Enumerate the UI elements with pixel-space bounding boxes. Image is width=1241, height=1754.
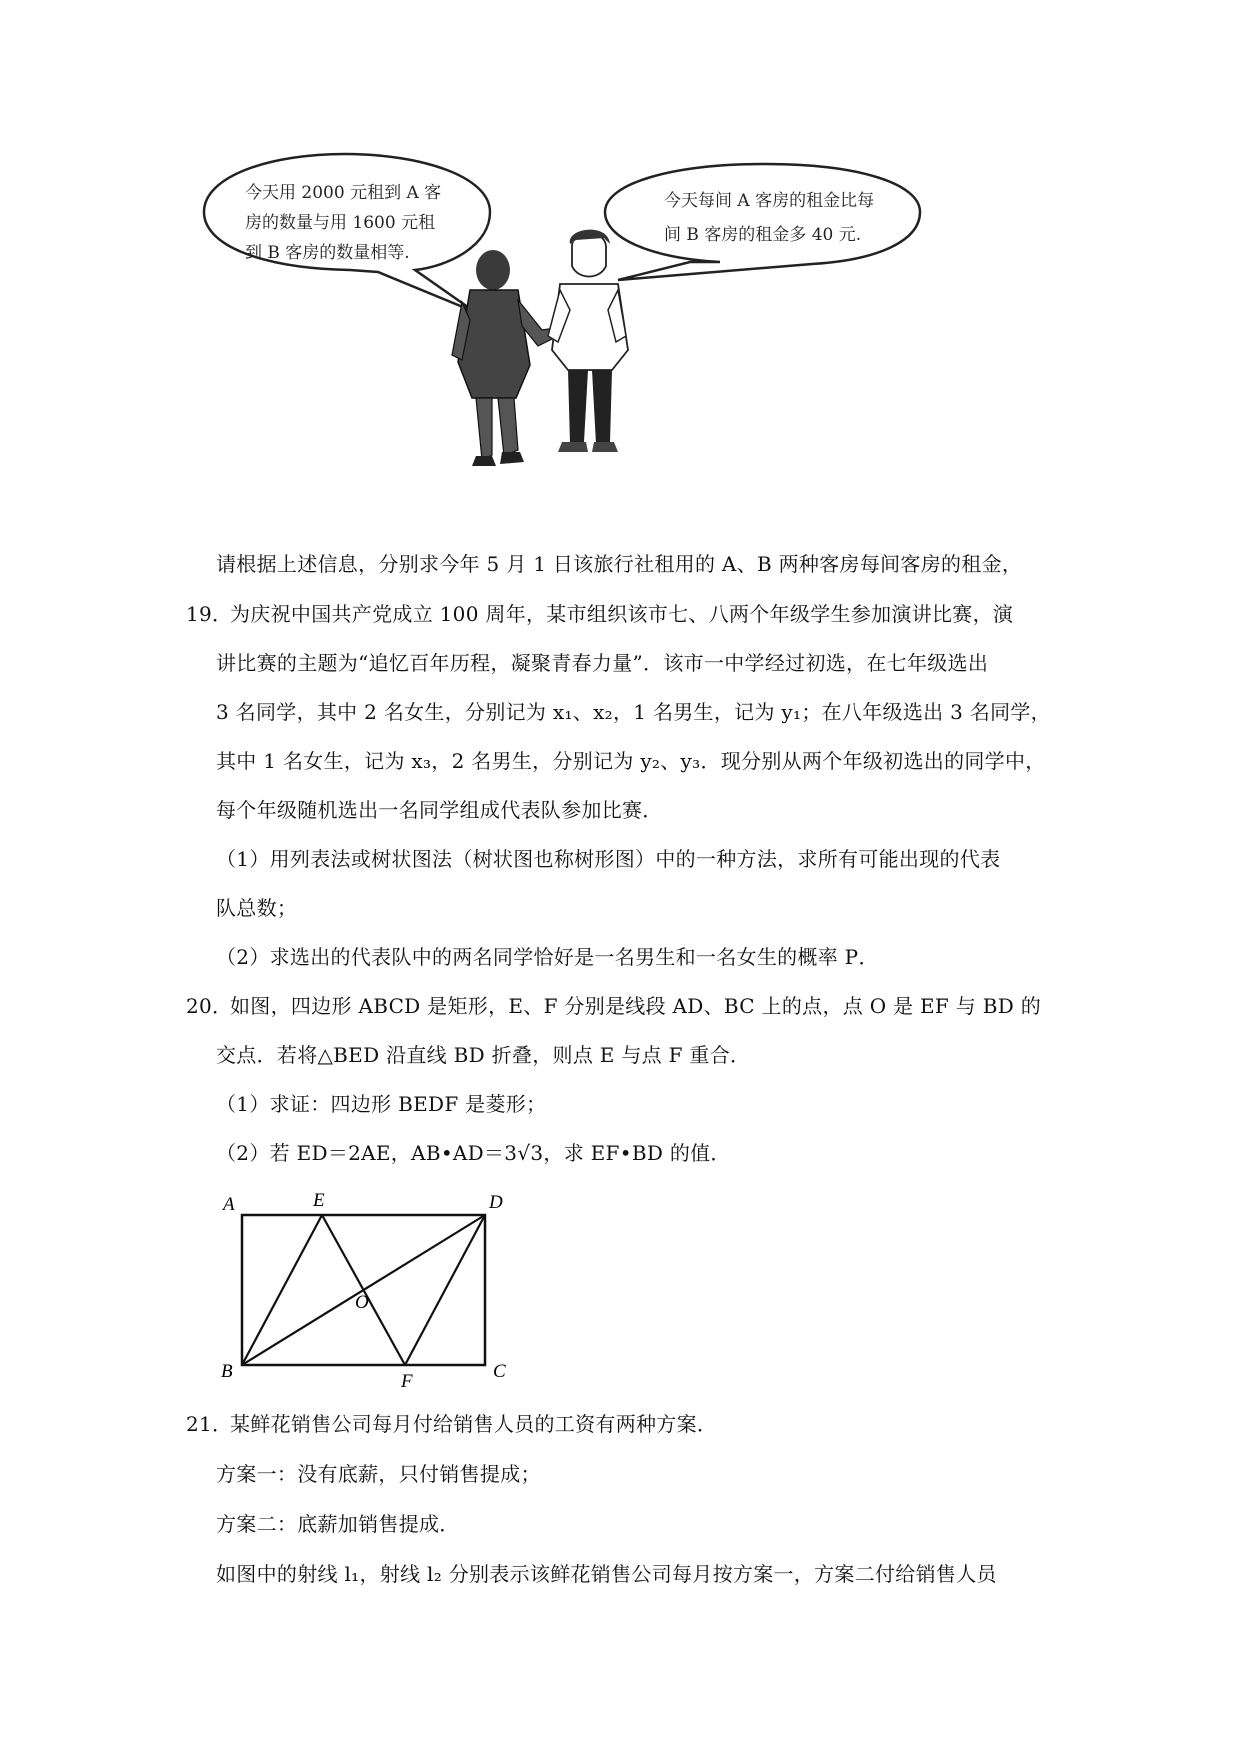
q19-part2: （2）求选出的代表队中的两名同学恰好是一名男生和一名女生的概率 P．: [216, 945, 879, 969]
segment-be: [242, 1215, 322, 1365]
q21-line-4: 如图中的射线 l₁，射线 l₂ 分别表示该鲜花销售公司每月按方案一，方案二付给销售人员: [216, 1562, 997, 1586]
q20-line-1: 如图，四边形 ABCD 是矩形，E、F 分别是线段 AD、BC 上的点，点 O 是 EF 与 BD 的: [230, 994, 1042, 1018]
q20-line-2: 交点．若将△BED 沿直线 BD 折叠，则点 E 与点 F 重合．: [216, 1043, 751, 1067]
q19-line-3: 3 名同学，其中 2 名女生，分别记为 x₁、x₂，1 名男生，记为 y₁；在八年级选出 3 名同学，: [216, 700, 1051, 724]
right-person-figure: [548, 230, 628, 452]
label-d: D: [489, 1192, 503, 1213]
label-o: O: [355, 1292, 369, 1313]
left-bubble-line-3: 到 B 客房的数量相等.: [245, 243, 410, 263]
q19-line-5: 每个年级随机选出一名同学组成代表队参加比赛．: [216, 798, 663, 822]
left-bubble-line-2: 房的数量与用 1600 元租: [245, 213, 436, 233]
label-a: A: [223, 1194, 235, 1215]
q20-part2: （2）若 ED＝2AE，AB•AD＝3√3，求 EF•BD 的值．: [216, 1141, 731, 1165]
rectangle-figure: [215, 1180, 515, 1390]
right-bubble-line-2: 间 B 客房的租金多 40 元.: [664, 225, 862, 245]
q20-number: 20．: [186, 994, 233, 1018]
left-bubble-line-1: 今天用 2000 元租到 A 客: [245, 183, 442, 203]
label-e: E: [313, 1190, 325, 1211]
q21-line-2: 方案一：没有底薪，只付销售提成；: [216, 1462, 541, 1486]
q19-number: 19．: [186, 602, 233, 626]
q21-line-3: 方案二：底薪加销售提成．: [216, 1512, 460, 1536]
label-f: F: [401, 1371, 413, 1390]
q19-line-2: 讲比赛的主题为“追忆百年历程，凝聚青春力量”．该市一中学经过初选，在七年级选出: [216, 651, 989, 675]
q18-tail: 请根据上述信息，分别求今年 5 月 1 日该旅行社租用的 A、B 两种客房每间客房的租金，: [216, 552, 1023, 576]
segment-fd: [405, 1215, 485, 1365]
q19-part1-line-2: 队总数；: [216, 896, 298, 920]
label-c: C: [493, 1361, 506, 1382]
q21-line-1: 某鲜花销售公司每月付给销售人员的工资有两种方案．: [230, 1412, 718, 1436]
right-bubble-line-1: 今天每间 A 客房的租金比每: [664, 191, 875, 211]
diagonal-bd: [242, 1215, 485, 1365]
q19-part1-line-1: （1）用列表法或树状图法（树状图也称树形图）中的一种方法，求所有可能出现的代表: [216, 847, 1001, 871]
label-b: B: [221, 1361, 233, 1382]
q19-line-4: 其中 1 名女生，记为 x₃，2 名男生，分别记为 y₂、y₃．现分别从两个年级初选出的同学中，: [216, 749, 1046, 773]
q19-line-1: 为庆祝中国共产党成立 100 周年，某市组织该市七、八两个年级学生参加演讲比赛，演: [230, 602, 1014, 626]
q20-part1: （1）求证：四边形 BEDF 是菱形；: [216, 1092, 547, 1116]
left-person-figure: [452, 250, 558, 466]
q21-number: 21．: [186, 1412, 233, 1436]
